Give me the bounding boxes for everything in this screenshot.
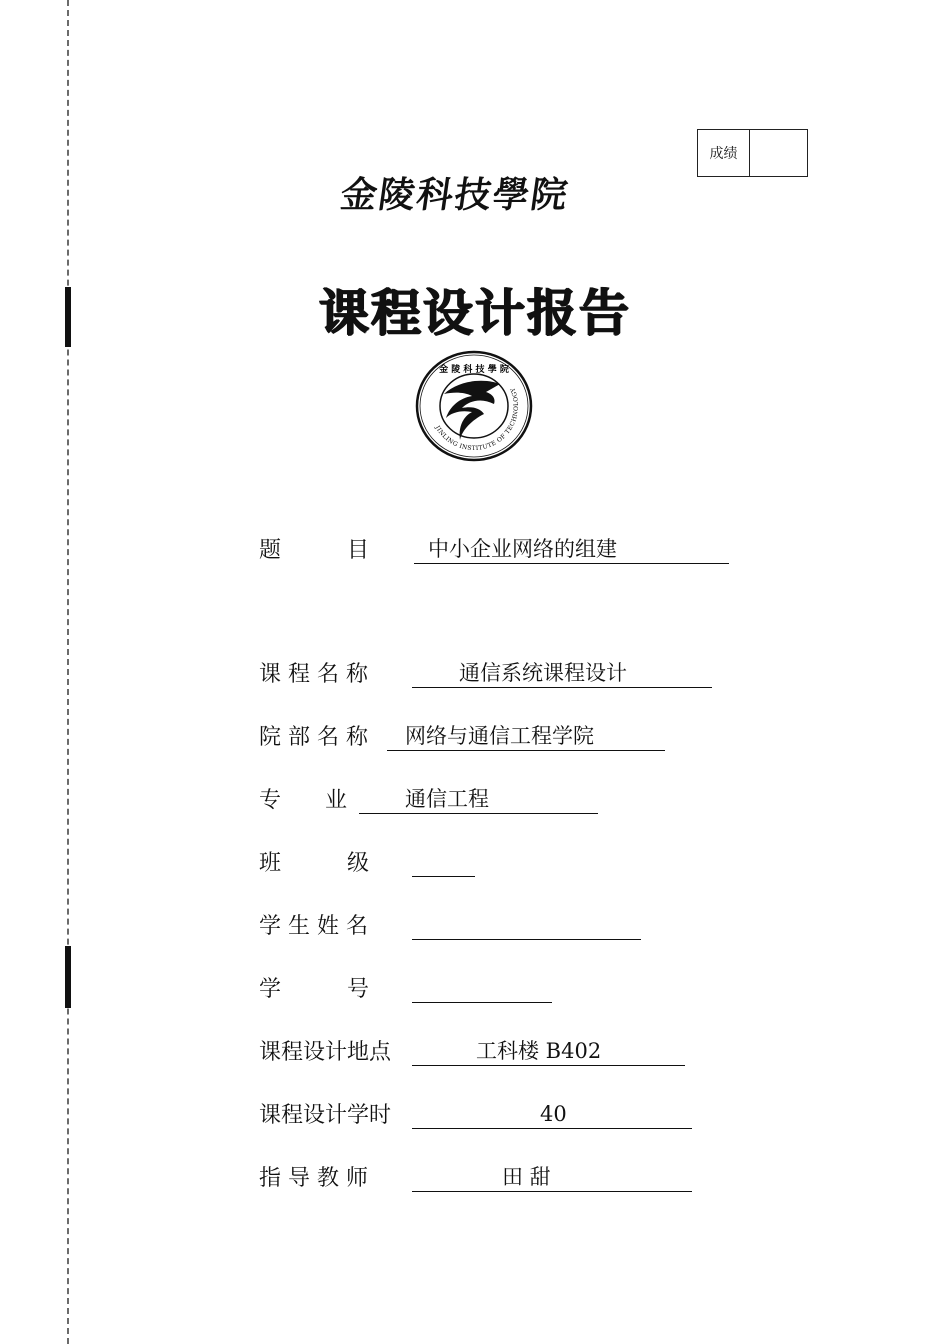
- location-row: [259, 1032, 685, 1066]
- school-name-calligraphy: 金陵科技學院: [338, 174, 572, 216]
- course-label: 课 程 名 称: [259, 662, 368, 687]
- grade-value[interactable]: [750, 130, 807, 176]
- department-label: 院 部 名 称: [259, 725, 368, 750]
- student-name-row: [259, 906, 641, 940]
- class-field[interactable]: [412, 847, 475, 877]
- hours-field[interactable]: 40: [412, 1099, 692, 1129]
- location-label: 课程设计地点: [259, 1040, 392, 1065]
- student-name-label: 学 生 姓 名: [259, 914, 368, 939]
- department-field[interactable]: 网络与通信工程学院: [387, 721, 665, 751]
- binding-dashed-line: [67, 0, 69, 1344]
- student-name-field[interactable]: [412, 910, 641, 940]
- topic-field[interactable]: 中小企业网络的组建: [414, 534, 729, 564]
- major-label: 专 业: [259, 788, 348, 813]
- class-row: [259, 843, 475, 877]
- binding-mark-bottom: [65, 946, 71, 1008]
- topic-label: 题 目: [259, 538, 370, 563]
- student-id-label: 学 号: [259, 977, 370, 1002]
- major-field[interactable]: 通信工程: [359, 784, 598, 814]
- course-row: [259, 654, 712, 688]
- advisor-label: 指 导 教 师: [259, 1166, 368, 1191]
- student-id-row: [259, 969, 552, 1003]
- emblem-top-text: 金 陵 科 技 學 院: [439, 365, 509, 375]
- class-label: 班 级: [259, 851, 370, 876]
- advisor-field[interactable]: 田 甜: [412, 1162, 692, 1192]
- advisor-row: [259, 1158, 692, 1192]
- binding-mark-top: [65, 287, 71, 347]
- grade-box: [697, 129, 808, 177]
- location-field[interactable]: 工科楼 B402: [412, 1036, 685, 1066]
- hours-row: [259, 1095, 692, 1129]
- school-emblem-icon: [414, 350, 534, 463]
- course-field[interactable]: 通信系统课程设计: [412, 658, 712, 688]
- report-title: 课程设计报告: [319, 283, 631, 342]
- department-row: [259, 717, 665, 751]
- major-row: [259, 780, 598, 814]
- grade-label: 成绩: [698, 130, 750, 176]
- student-id-field[interactable]: [412, 973, 552, 1003]
- topic-row: [259, 530, 729, 564]
- emblem-ring-text-path: JINLING INSTITUTE OF TECHNOLOGY: [433, 386, 521, 453]
- hours-label: 课程设计学时: [259, 1103, 392, 1128]
